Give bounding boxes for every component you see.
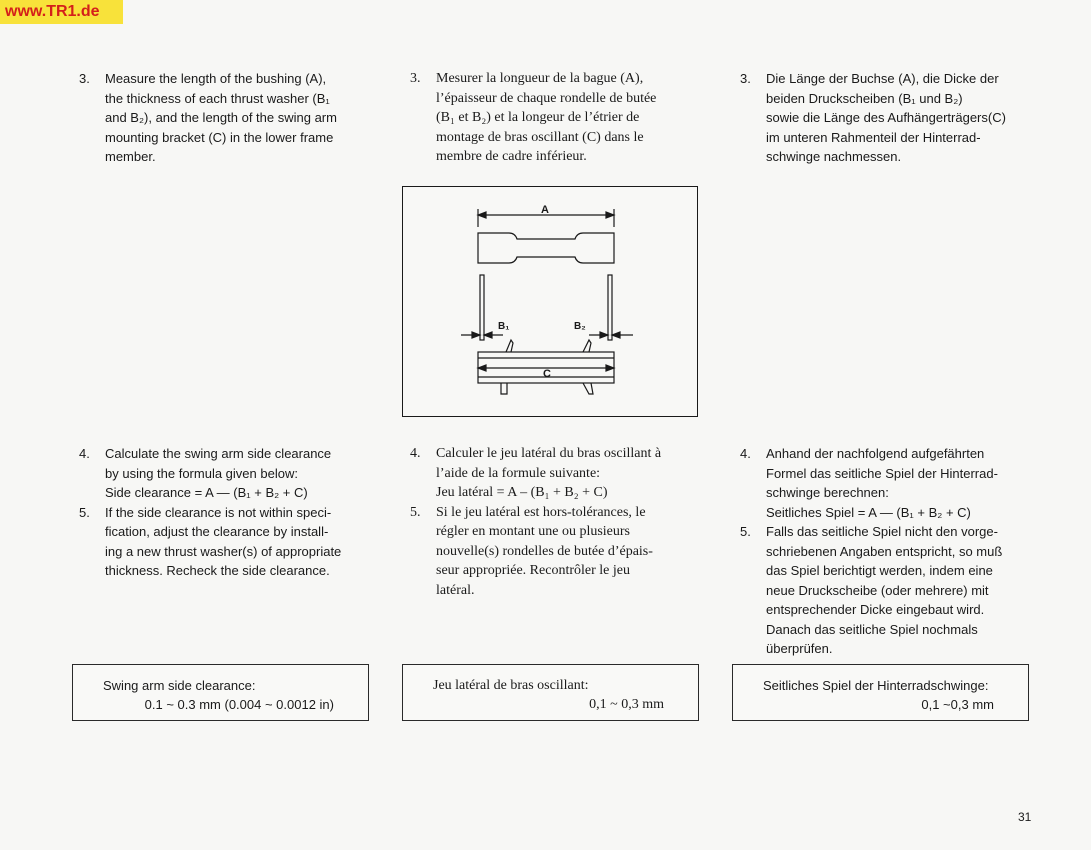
text-line: schriebenen Angaben entspricht, so muß xyxy=(766,543,1003,559)
b2-arrow-left xyxy=(600,332,608,338)
text-line: Die Länge der Buchse (A), die Dicke der xyxy=(766,71,999,86)
text-line: (B₁ et B₂) et la longeur de l’étrier de xyxy=(436,110,640,125)
measurement-diagram xyxy=(402,186,698,417)
french-step-3-item xyxy=(410,69,699,167)
diagram-svg xyxy=(403,187,697,416)
text-line: fication, adjust the clearance by install- xyxy=(105,524,329,539)
b1-arrow-right xyxy=(484,332,492,338)
bracket-tab-right xyxy=(583,340,591,352)
text-line: latéral. xyxy=(436,582,475,598)
french-step-4-item xyxy=(410,444,699,503)
b2-arrow-right xyxy=(612,332,620,338)
text-line: beiden Druckscheiben (B₁ und B₂) xyxy=(766,90,963,106)
german-spec-box xyxy=(732,664,1029,721)
text-line: entsprechender Dicke eingebaut wird. xyxy=(766,602,985,617)
text-line: überprüfen. xyxy=(766,641,833,656)
text-line: das Spiel berichtigt werden, indem eine xyxy=(766,563,993,578)
dimension-c-arrow-left xyxy=(478,365,486,371)
dimension-a-arrow-right xyxy=(606,212,614,218)
text-line: Measure the length of the bushing (A), xyxy=(105,71,327,86)
step-number: 5. xyxy=(79,504,90,520)
spec-value: 0,1 ~ 0,3 mm xyxy=(589,697,664,712)
bracket-foot-right xyxy=(583,383,593,394)
dimension-a-label: A xyxy=(541,204,549,216)
b2-label: B₂ xyxy=(574,321,586,332)
page-number: 31 xyxy=(1018,810,1032,824)
text-line: im unteren Rahmenteil der Hinterrad- xyxy=(766,129,981,145)
clearance-formula: Side clearance = A — (B₁ + B₂ + C) xyxy=(105,485,308,500)
thrust-washer-b1 xyxy=(480,275,484,340)
french-spec-box xyxy=(402,664,699,721)
bushing-outline xyxy=(478,233,614,263)
english-step-3-item xyxy=(79,69,369,167)
step-number: 5. xyxy=(740,524,751,539)
step-number: 5. xyxy=(410,504,421,520)
text-line: schwinge berechnen: xyxy=(766,485,889,500)
step-number: 4. xyxy=(740,446,751,461)
english-step-4-item xyxy=(79,444,369,503)
text-line: by using the formula given below: xyxy=(105,465,298,481)
text-line: nouvelle(s) rondelles de butée d’épais- xyxy=(436,543,653,559)
step-number: 3. xyxy=(740,71,751,86)
thrust-washer-b2 xyxy=(608,275,612,340)
b1-label: B₁ xyxy=(498,321,510,332)
text-line: If the side clearance is not within speci- xyxy=(105,504,332,520)
clearance-formula: Seitliches Spiel = A — (B₁ + B₂ + C) xyxy=(766,504,971,520)
step-number: 3. xyxy=(410,71,421,86)
english-step-5-item xyxy=(79,503,369,581)
french-step-5-item xyxy=(410,503,699,601)
spec-label: Swing arm side clearance: xyxy=(103,678,256,693)
french-steps-4-5 xyxy=(410,444,699,600)
text-line: Calculer le jeu latéral du bras oscillant à xyxy=(436,446,662,461)
dimension-c-label: C xyxy=(543,368,551,380)
german-steps-4-5 xyxy=(740,444,1030,659)
german-step-3-item xyxy=(740,69,1030,167)
bracket-foot-left xyxy=(501,383,507,394)
spec-label: Jeu latéral de bras oscillant: xyxy=(433,678,589,693)
spec-value: 0,1 ~0,3 mm xyxy=(921,697,994,712)
text-line: Si le jeu latéral est hors-tolérances, le xyxy=(436,504,646,520)
step-number: 4. xyxy=(79,446,90,461)
text-line: régler en montant une ou plusieurs xyxy=(436,524,631,539)
text-line: member. xyxy=(105,149,156,164)
english-step-3 xyxy=(79,69,369,167)
english-spec-box xyxy=(72,664,369,721)
text-line: membre de cadre inférieur. xyxy=(436,149,587,164)
text-line: Danach das seitliche Spiel nochmals xyxy=(766,621,978,637)
clearance-formula: Jeu latéral = A – (B₁ + B₂ + C) xyxy=(436,485,608,500)
text-line: Calculate the swing arm side clearance xyxy=(105,446,332,461)
text-line: thickness. Recheck the side clearance. xyxy=(105,563,330,578)
text-line: Mesurer la longueur de la bague (A), xyxy=(436,71,644,86)
text-line: l’aide de la formule suivante: xyxy=(436,465,601,481)
english-steps-4-5 xyxy=(79,444,369,581)
text-line: l’épaisseur de chaque rondelle de butée xyxy=(436,90,657,106)
text-line: Formel das seitliche Spiel der Hinterrad- xyxy=(766,465,998,481)
step-number: 3. xyxy=(79,71,90,86)
dimension-c-arrow-right xyxy=(606,365,614,371)
text-line: schwinge nachmessen. xyxy=(766,149,902,164)
b1-arrow-left xyxy=(472,332,480,338)
bracket-tab-left xyxy=(506,340,513,352)
text-line: sowie die Länge des Aufhängerträgers(C) xyxy=(766,110,1006,125)
text-line: the thickness of each thrust washer (B₁ xyxy=(105,90,330,106)
text-line: seur appropriée. Recontrôler le jeu xyxy=(436,563,630,578)
text-line: Falls das seitliche Spiel nicht den vorge- xyxy=(766,524,998,539)
text-line: ing a new thrust washer(s) of appropriate xyxy=(105,543,342,559)
text-line: neue Druckscheibe (oder mehrere) mit xyxy=(766,582,989,598)
text-line: Anhand der nachfolgend aufgefährten xyxy=(766,446,985,461)
text-line: mounting bracket (C) in the lower frame xyxy=(105,129,334,145)
german-step-5-item xyxy=(740,522,1030,659)
french-step-3 xyxy=(410,69,699,167)
german-step-3 xyxy=(740,69,1030,167)
step-number: 4. xyxy=(410,446,421,461)
text-line: and B₂), and the length of the swing arm xyxy=(105,110,337,125)
dimension-a-arrow-left xyxy=(478,212,486,218)
spec-value: 0.1 ~ 0.3 mm (0.004 ~ 0.0012 in) xyxy=(144,697,334,712)
watermark-banner: www.TR1.de xyxy=(0,0,123,24)
spec-label: Seitliches Spiel der Hinterradschwinge: xyxy=(763,678,989,693)
text-line: montage de bras oscillant (C) dans le xyxy=(436,129,644,145)
german-step-4-item xyxy=(740,444,1030,522)
